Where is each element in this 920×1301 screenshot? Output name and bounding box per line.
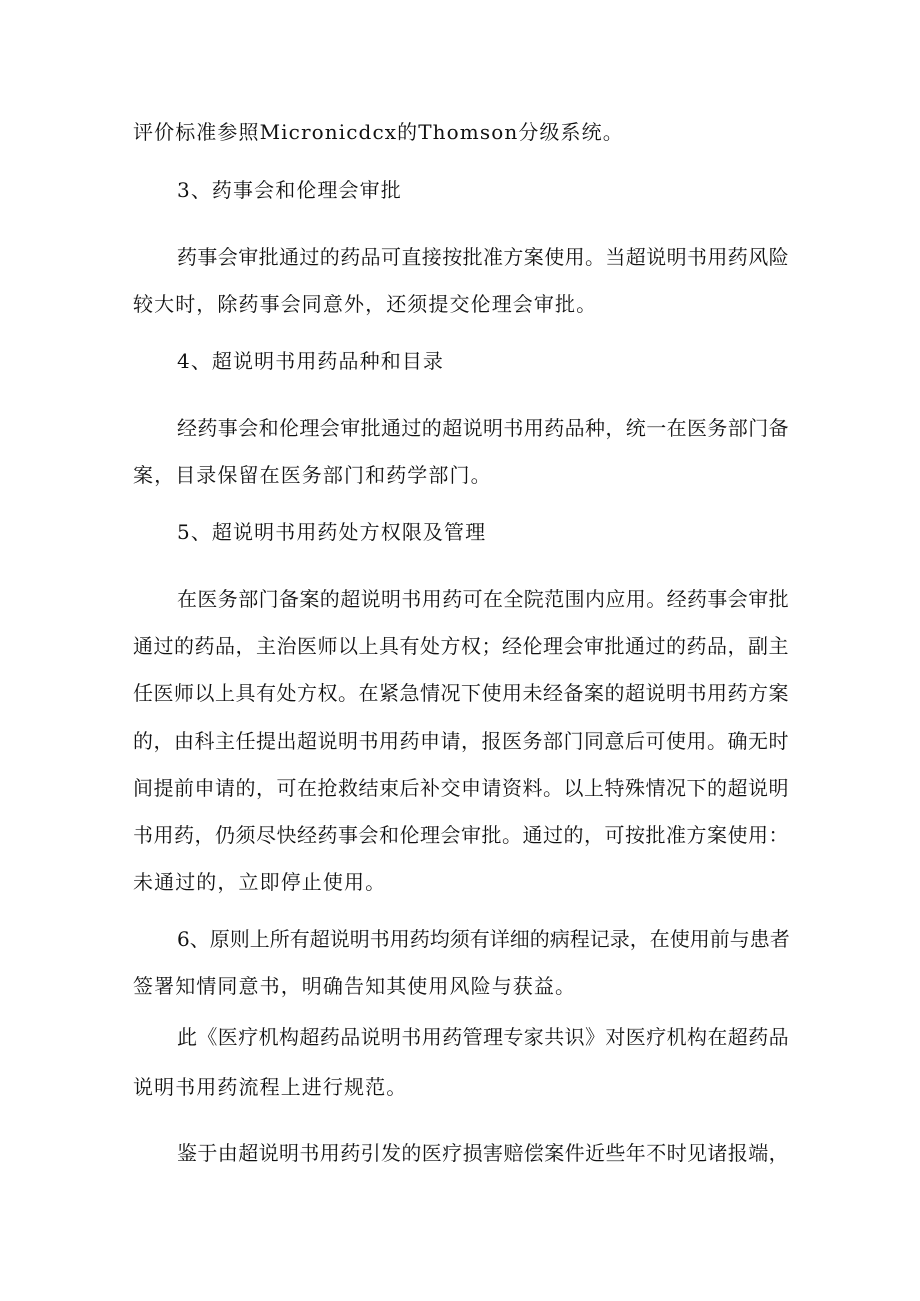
text-line: 说明书用药流程上进行规范。 <box>133 1075 408 1099</box>
text-line: 间提前申请的，可在抢救结束后补交申请资料。以上特殊情况下的超说明 <box>133 776 789 800</box>
text-line: 6、原则上所有超说明书用药均须有详细的病程记录，在使用前与患者 <box>177 927 790 951</box>
text-line: 评价标准参照Micronicdcx的Thomson分级系统。 <box>133 120 624 144</box>
text-line: 较大时，除药事会同意外，还须提交伦理会审批。 <box>133 292 598 316</box>
section-heading: 5、超说明书用药处方权限及管理 <box>177 520 487 544</box>
section-heading: 3、药事会和伦理会审批 <box>177 178 402 202</box>
text-line: 书用药，仍须尽快经药事会和伦理会审批。通过的，可按批准方案使用： <box>133 823 789 847</box>
text-line: 经药事会和伦理会审批通过的超说明书用药品种，统一在医务部门备 <box>177 416 789 440</box>
text-line: 任医师以上具有处方权。在紧急情况下使用未经备案的超说明书用药方案 <box>133 681 789 705</box>
text-line: 通过的药品，主治医师以上具有处方权；经伦理会审批通过的药品，副主 <box>133 634 789 658</box>
text-line: 签署知情同意书，明确告知其使用风险与获益。 <box>133 974 577 998</box>
text-line: 药事会审批通过的药品可直接按批准方案使用。当超说明书用药风险 <box>177 245 789 269</box>
text-line: 的，由科主任提出超说明书用药申请，报医务部门同意后可使用。确无时 <box>133 729 789 753</box>
text-line: 未通过的，立即停止使用。 <box>133 870 387 894</box>
section-heading: 4、超说明书用药品种和目录 <box>177 349 445 373</box>
text-line: 此《医疗机构超药品说明书用药管理专家共识》对医疗机构在超药品 <box>177 1025 789 1049</box>
text-line: 鉴于由超说明书用药引发的医疗损害赔偿案件近些年不时见诸报端， <box>177 1141 789 1165</box>
text-line: 案，目录保留在医务部门和药学部门。 <box>133 463 492 487</box>
text-line: 在医务部门备案的超说明书用药可在全院范围内应用。经药事会审批 <box>177 587 789 611</box>
